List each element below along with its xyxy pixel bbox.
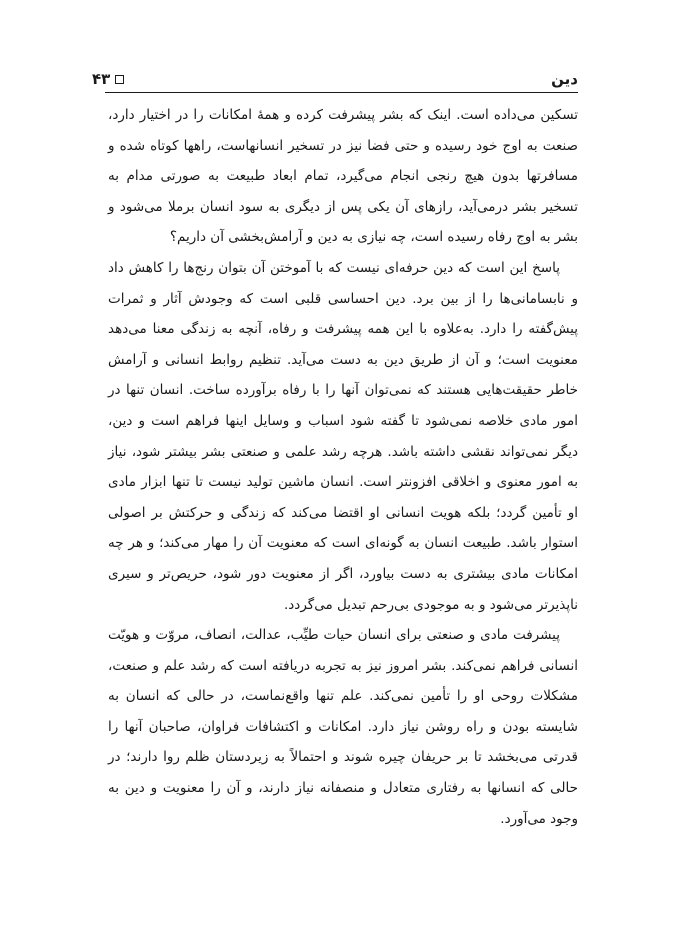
page-number-group	[92, 70, 124, 88]
page-number: ۴۳	[92, 70, 111, 88]
header-rule	[105, 92, 578, 93]
square-bullet-icon	[115, 75, 124, 84]
body-text	[108, 100, 578, 834]
running-title: دین	[551, 70, 578, 88]
paragraph-1: تسکین می‌داده است. اینک که بشر پیشرفت کرده و همهٔ امکانات را در اختیار دارد، صنعت به اوج خود رسیده و حتی فضا نیز در تسخیر انسانهاست، راهها کوتاه شده و مسافرتها بدون هیچ رنجی انجام می‌گیرد، تمام ابعاد طبیعت به صورتی مدام به تسخیر بشر درمی‌آید، رازهای آن یکی پس از دیگری به سود انسان برملا می‌شود و بشر به اوج رفاه رسیده است، چه نیازی به دین و آرامش‌بخشی آن داریم؟	[108, 107, 578, 246]
paragraph-3: پیشرفت مادی و صنعتی برای انسان حیات طیِّب، عدالت، انصاف، مروّت و هویّت انسانی فراهم نمی‌کند. بشر امروز نیز به تجربه دریافته است که رشد علم و صنعت، مشکلات روحی او را تأمین نمی‌کند. علم تنها واقع‌نماست، در حالی که انسان به شایسته بودن و راه روشن نیاز دارد. امکانات و اکتشافات فراوان، صاحبان آنها را قدرتی می‌بخشد تا بر حریفان چیره شوند و احتمالاً به زیردستان ظلم روا دارند؛ در حالی که انسانها به رفتاری متعادل و منصفانه نیاز دارند، و آن را معنویت و دین به وجود می‌آورد.	[108, 627, 578, 827]
paragraph-2: پاسخ این است که دین حرفه‌ای نیست که با آموختن آن بتوان رنج‌ها را کاهش داد و نابسامانی‌ها را از بین برد. دین احساسی قلبی است که وجودش آثار و ثمرات پیش‌گفته را دارد. به‌علاوه با این همه پیشرفت و رفاه، آنچه به زندگی معنا می‌دهد معنویت است؛ و آن از طریق دین به دست می‌آید. تنظیم روابط انسانی و آرامش خاطر حقیقت‌هایی هستند که نمی‌توان آنها را با رفاه برآورده ساخت. انسان تنها در امور مادی خلاصه نمی‌شود تا گفته شود اسباب و وسایل اینها فراهم است و دین، دیگر نمی‌تواند نقشی داشته باشد. هرچه رشد علمی و صنعتی بشر بیشتر شود، نیاز به امور معنوی و اخلاقی افزونتر است. انسان ماشین تولید نیست تا تنها ابزار مادی او تأمین گردد؛ بلکه هویت انسانی او اقتضا می‌کند که زندگی و حرکتش بر اصولی استوار باشد. طبیعت انسان به گونه‌ای است که معنویت آن را مهار می‌کند؛ و هر چه امکانات مادی بیشتری به دست بیاورد، اگر از معنویت دور شود، حریص‌تر و سیری ناپذیرتر می‌شود و به موجودی بی‌رحم تبدیل می‌گردد.	[108, 259, 578, 613]
page-header	[92, 58, 578, 88]
